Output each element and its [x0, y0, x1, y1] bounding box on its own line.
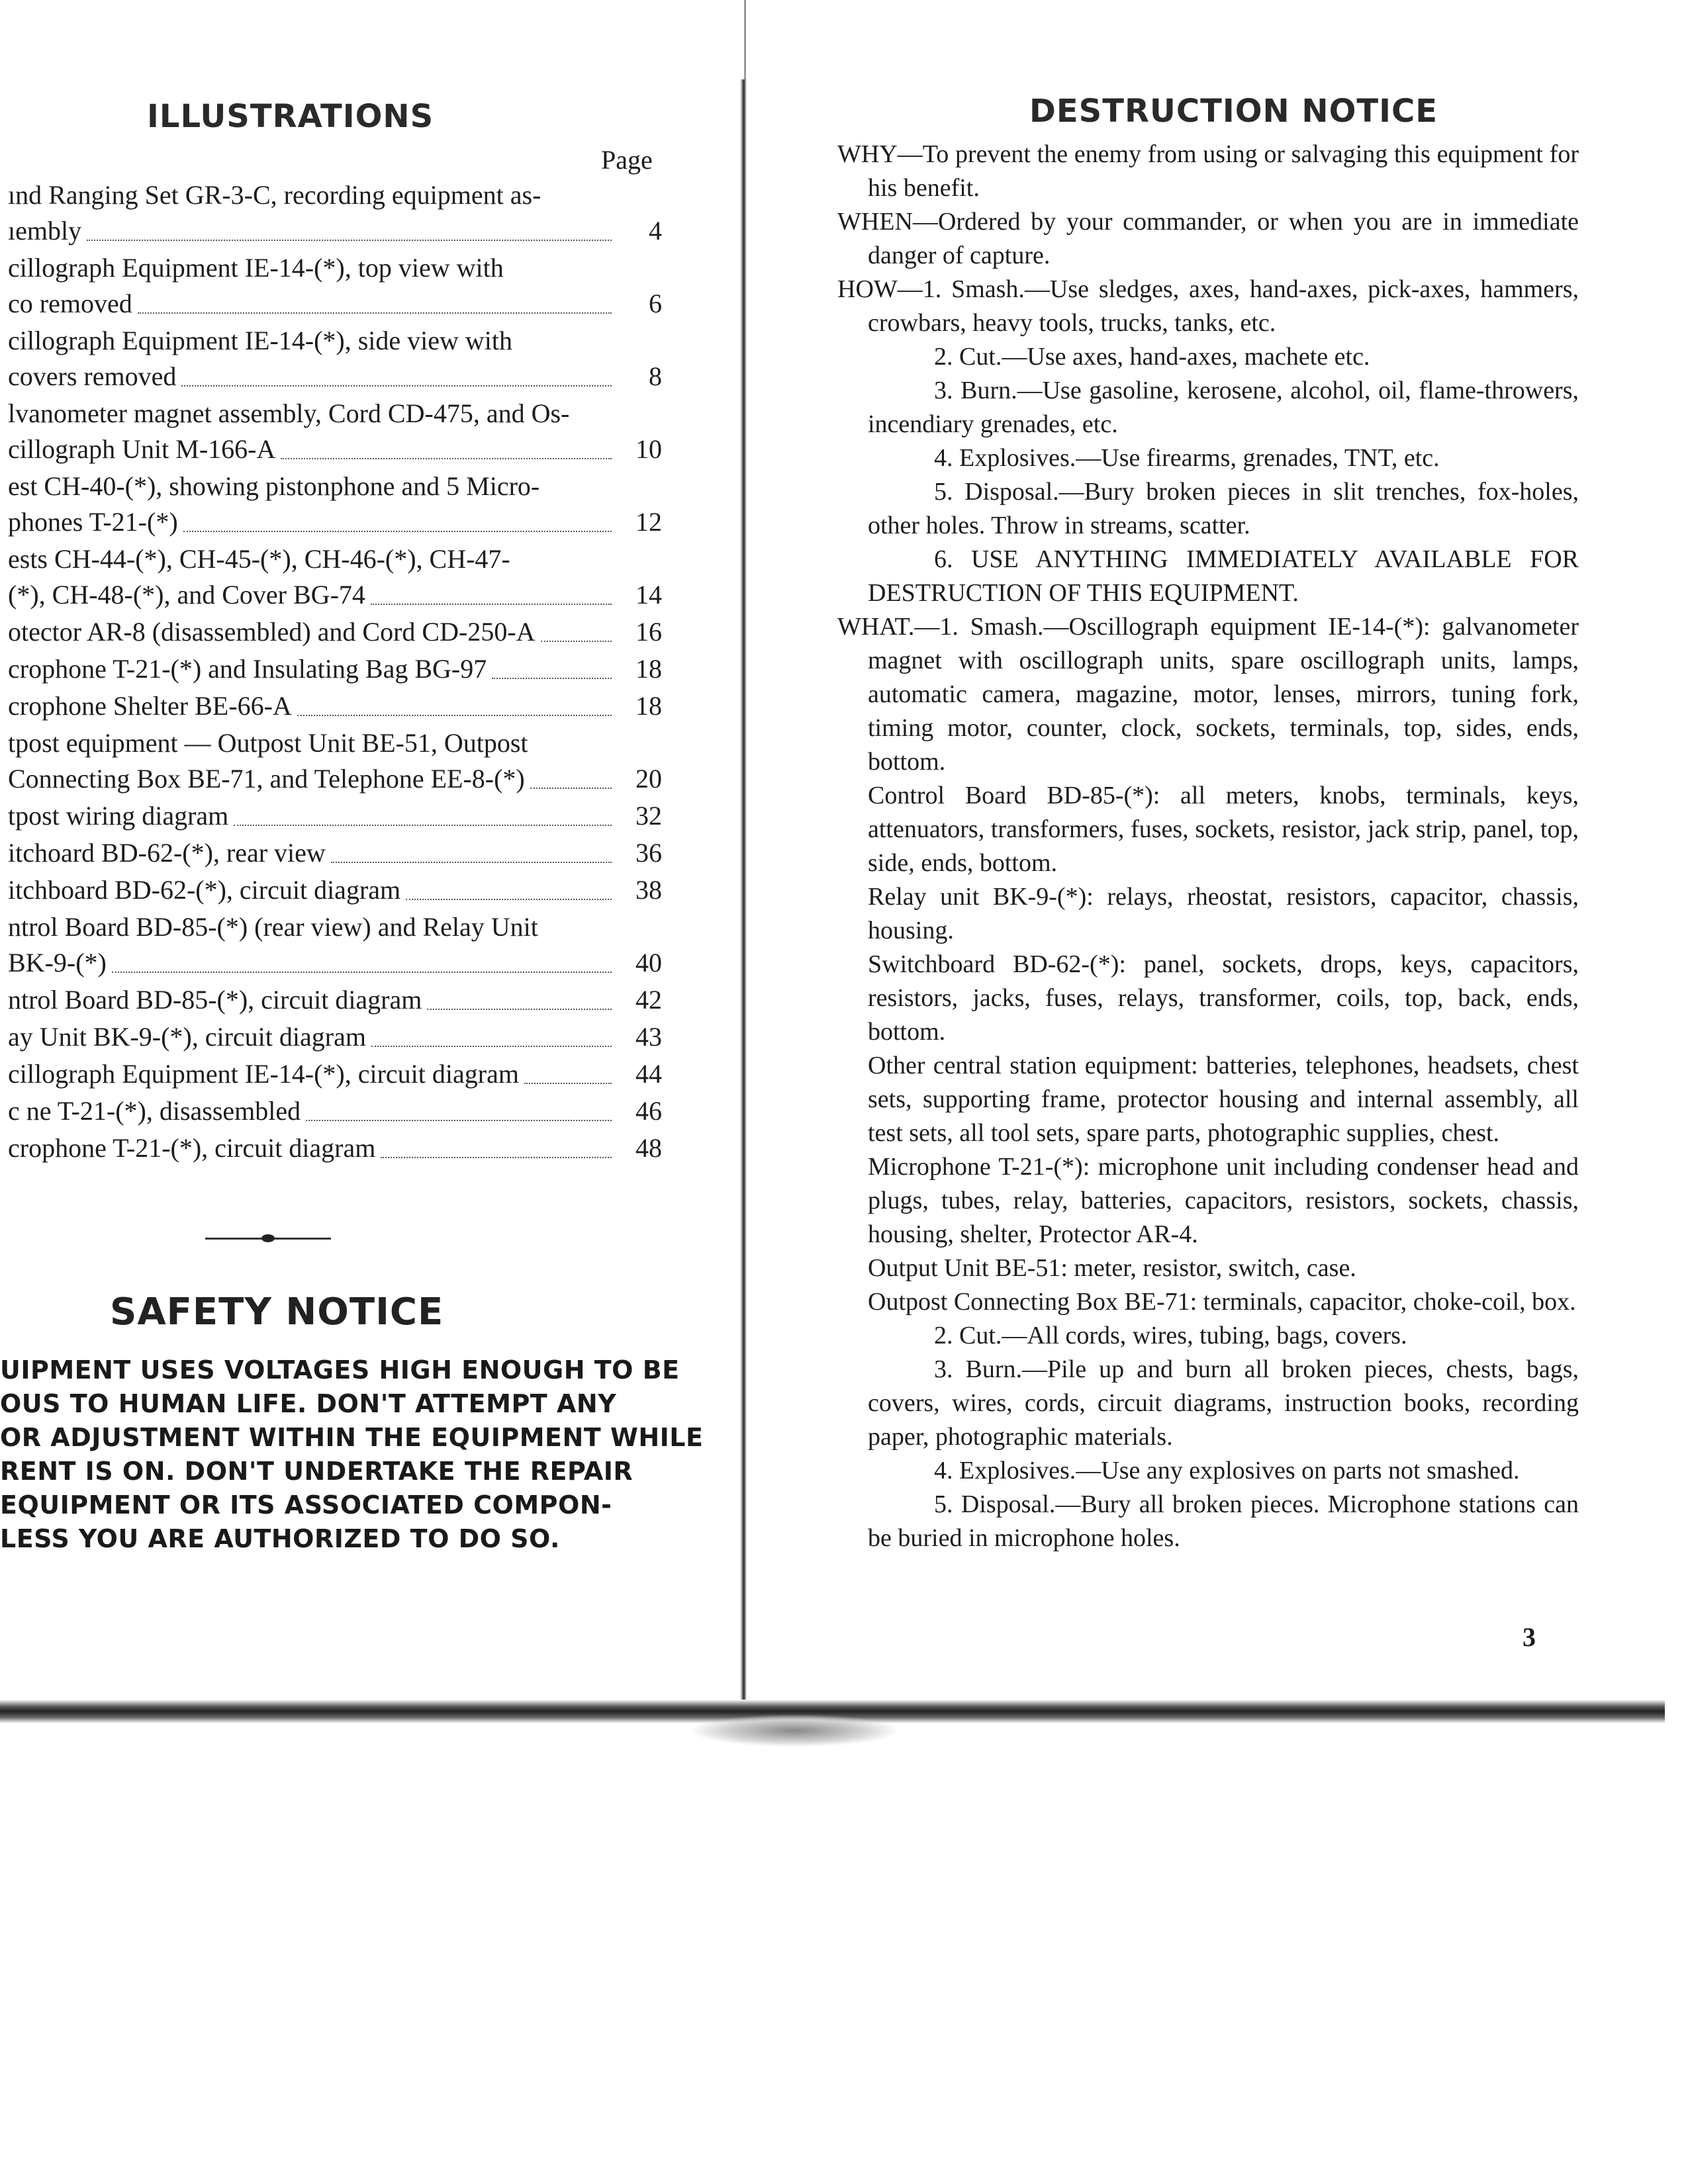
illustration-entry-text: BK-9-(*)	[8, 948, 107, 978]
illustration-entry-line	[0, 213, 662, 249]
what-burn-paragraph: 3. Burn.—Pile up and burn all broken pieces, chests, bags, covers, wires, cords, circuit diagrams, instruction books, recording paper, photographic materials.	[868, 1355, 1579, 1451]
illustration-entry	[0, 872, 662, 908]
dot-leader	[381, 1157, 612, 1158]
page-gutter	[740, 79, 747, 1714]
illustration-entry	[0, 982, 662, 1018]
safety-line: EQUIPMENT OR ITS ASSOCIATED COMPON-	[0, 1490, 612, 1520]
illustration-page-number: 20	[635, 764, 662, 794]
illustration-entry-text: est CH-40-(*), showing pistonphone and 5 Micro-	[8, 471, 540, 501]
illustration-entry-text: ıembly	[8, 216, 82, 246]
why-paragraph: WHY—To prevent the enemy from using or salvaging this equipment for his benefit.	[837, 140, 1579, 202]
illustration-entry-text: (*), CH-48-(*), and Cover BG-74	[8, 580, 365, 610]
illustration-entry-line	[0, 541, 602, 577]
illustration-entry-line	[0, 614, 662, 650]
illustration-page-number: 42	[635, 985, 662, 1015]
illustration-entry-text: tpost equipment — Outpost Unit BE-51, Outpost	[8, 728, 528, 758]
divider-ornament	[261, 1234, 275, 1242]
illustration-entry	[0, 250, 662, 322]
illustration-page-number: 38	[635, 875, 662, 905]
illustration-entry-text: covers removed	[8, 361, 177, 391]
how-cut-paragraph: 2. Cut.—Use axes, hand-axes, machete etc.	[934, 343, 1370, 371]
illustrations-title: ILLUSTRATIONS	[147, 98, 434, 135]
illustration-entry-line	[0, 577, 662, 613]
illustration-entry-line	[0, 1130, 662, 1166]
illustration-page-number: 10	[635, 434, 662, 464]
dot-leader	[183, 531, 612, 532]
illustration-entry-line	[0, 286, 662, 322]
dot-leader	[406, 899, 612, 900]
illustration-entry	[0, 541, 662, 613]
illustration-entry-text: cillograph Equipment IE-14-(*), circuit diagram	[8, 1059, 519, 1089]
illustration-entry-text: ests CH-44-(*), CH-45-(*), CH-46-(*), CH-47-	[8, 544, 510, 574]
illustration-page-number: 8	[649, 361, 662, 391]
dot-leader	[281, 458, 612, 459]
how-smash-paragraph: HOW—1. Smash.—Use sledges, axes, hand-axes, pick-axes, hammers, crowbars, heavy tools, trucks, tanks, etc.	[837, 275, 1579, 337]
what-explosives-paragraph: 4. Explosives.—Use any explosives on parts not smashed.	[934, 1457, 1520, 1484]
what-smash-paragraph: WHAT.—1. Smash.—Oscillograph equipment IE-14-(*): galvanometer magnet with oscillograph units, spare oscillograph units, lamps, automatic camera, magazine, motor, lenses, mirrors, tuning fork, timing motor, counter, clock, sockets, terminals, top, sides, ends, bottom.	[837, 613, 1579, 776]
dot-leader	[371, 604, 612, 605]
left-page	[0, 0, 728, 1734]
page-number: 3	[1523, 1622, 1536, 1652]
illustration-entry-line	[0, 872, 662, 908]
illustration-page-number: 36	[635, 838, 662, 868]
safety-line: RENT IS ON. DON'T UNDERTAKE THE REPAIR	[0, 1457, 633, 1486]
how-use-anything-paragraph: 6. USE ANYTHING IMMEDIATELY AVAILABLE FOR DESTRUCTION OF THIS EQUIPMENT.	[868, 545, 1579, 607]
relay-unit-paragraph: Relay unit BK-9-(*): relays, rheostat, resistors, capacitor, chassis, housing.	[868, 883, 1579, 944]
illustration-entry-line	[0, 1093, 662, 1129]
illustration-entry-text: phones T-21-(*)	[8, 507, 178, 537]
illustration-entry-line	[0, 323, 602, 359]
illustration-entry-text: ntrol Board BD-85-(*) (rear view) and Relay Unit	[8, 912, 538, 942]
illustration-entry-line	[0, 945, 662, 981]
illustration-entry-line	[0, 982, 662, 1018]
illustration-entry	[0, 1019, 662, 1055]
illustration-page-number: 40	[635, 948, 662, 978]
illustration-entry	[0, 323, 662, 394]
spine-shadow	[688, 1714, 900, 1747]
safety-notice-text	[0, 1353, 704, 1556]
illustration-entry-text: itchboard BD-62-(*), circuit diagram	[8, 875, 401, 905]
how-disposal-paragraph: 5. Disposal.—Bury broken pieces in slit trenches, fox-holes, other holes. Throw in streams, scatter.	[868, 478, 1579, 539]
dot-leader	[371, 1046, 612, 1047]
dot-leader	[297, 715, 612, 716]
illustration-page-number: 18	[635, 654, 662, 684]
output-unit-paragraph: Output Unit BE-51: meter, resistor, switch, case.	[868, 1254, 1356, 1282]
safety-line: LESS YOU ARE AUTHORIZED TO DO SO.	[0, 1524, 560, 1553]
illustration-entry-text: lvanometer magnet assembly, Cord CD-475, and Os-	[8, 398, 570, 428]
illustration-entry	[0, 1130, 662, 1166]
dot-leader	[87, 240, 612, 241]
illustration-page-number: 32	[635, 801, 662, 831]
dot-leader	[138, 312, 612, 314]
illustration-entry-text: ınd Ranging Set GR-3-C, recording equipment as-	[8, 180, 541, 210]
illustration-entry-line	[0, 688, 662, 724]
safety-line: OUS TO HUMAN LIFE. DON'T ATTEMPT ANY	[0, 1389, 617, 1418]
how-explosives-paragraph: 4. Explosives.—Use firearms, grenades, TNT, etc.	[934, 444, 1440, 472]
illustration-page-number: 43	[635, 1022, 662, 1052]
safety-line: OR ADJUSTMENT WITHIN THE EQUIPMENT WHILE	[0, 1423, 704, 1452]
illustration-entry-text: c ne T-21-(*), disassembled	[8, 1096, 301, 1126]
illustration-entry	[0, 1056, 662, 1092]
safety-notice-title: SAFETY NOTICE	[110, 1291, 444, 1334]
page-gutter-top	[744, 0, 746, 79]
illustration-entry-line	[0, 1056, 662, 1092]
illustration-entry-text: crophone Shelter BE-66-A	[8, 691, 292, 721]
illustration-entry-text: tpost wiring diagram	[8, 801, 229, 831]
illustration-page-number: 14	[635, 580, 662, 610]
destruction-notice-title: DESTRUCTION NOTICE	[1029, 93, 1438, 130]
illustration-entry-line	[0, 909, 602, 945]
page-column-label: Page	[601, 145, 653, 175]
illustration-entry-text: cillograph Equipment IE-14-(*), top view with	[8, 253, 504, 283]
illustration-page-number: 48	[635, 1133, 662, 1163]
illustration-entry-text: otector AR-8 (disassembled) and Cord CD-250-A	[8, 617, 536, 647]
illustration-entry	[0, 835, 662, 871]
illustration-entry-line	[0, 469, 602, 504]
illustration-entry	[0, 909, 662, 981]
illustration-entry-text: cillograph Equipment IE-14-(*), side view with	[8, 326, 513, 355]
illustration-entry-line	[0, 250, 602, 286]
dot-leader	[530, 788, 612, 789]
illustration-entry	[0, 798, 662, 834]
illustration-entry-line	[0, 359, 662, 394]
illustration-page-number: 6	[649, 289, 662, 318]
dot-leader	[492, 678, 612, 679]
illustration-entry-text: ay Unit BK-9-(*), circuit diagram	[8, 1022, 366, 1052]
dot-leader	[181, 385, 612, 387]
illustration-entry-line	[0, 761, 662, 797]
illustration-entry	[0, 396, 662, 467]
illustration-entry-line	[0, 432, 662, 467]
illustration-entry-line	[0, 798, 662, 834]
illustration-entry-line	[0, 177, 602, 213]
dot-leader	[524, 1083, 612, 1084]
illustration-entry-text: itchoard BD-62-(*), rear view	[8, 838, 326, 868]
illustration-entry-line	[0, 504, 662, 540]
illustration-entry-text: co removed	[8, 289, 132, 318]
right-page	[761, 0, 1642, 1734]
illustration-entry-line	[0, 396, 602, 432]
when-paragraph: WHEN—Ordered by your commander, or when you are in immediate danger of capture.	[837, 208, 1579, 269]
safety-line: UIPMENT USES VOLTAGES HIGH ENOUGH TO BE	[0, 1355, 680, 1385]
illustration-entry-text: cillograph Unit M-166-A	[8, 434, 276, 464]
illustrations-list	[0, 177, 662, 1167]
illustration-page-number: 4	[649, 216, 662, 246]
illustration-entry	[0, 1093, 662, 1129]
illustration-entry-text: crophone T-21-(*) and Insulating Bag BG-97	[8, 654, 487, 684]
how-burn-paragraph: 3. Burn.—Use gasoline, kerosene, alcohol, oil, flame-throwers, incendiary grenades, etc.	[868, 377, 1579, 438]
illustration-entry	[0, 688, 662, 724]
control-board-paragraph: Control Board BD-85-(*): all meters, knobs, terminals, keys, attenuators, transformers, fuses, sockets, resistor, jack strip, panel, top, side, ends, bottom.	[868, 782, 1579, 877]
illustration-page-number: 18	[635, 691, 662, 721]
illustration-page-number: 44	[635, 1059, 662, 1089]
dot-leader	[306, 1120, 612, 1121]
what-disposal-paragraph: 5. Disposal.—Bury all broken pieces. Microphone stations can be buried in microphone holes.	[868, 1490, 1579, 1552]
illustration-entry-line	[0, 1019, 662, 1055]
microphone-paragraph: Microphone T-21-(*): microphone unit including condenser head and plugs, tubes, relay, batteries, capacitors, resistors, sockets, chassis, housing, shelter, Protector AR-4.	[868, 1153, 1579, 1248]
illustration-entry-line	[0, 725, 602, 761]
other-central-paragraph: Other central station equipment: batteries, telephones, headsets, chest sets, supporting frame, protector housing and internal assembly, all test sets, all tool sets, spare parts, photographic supplies, chest.	[868, 1052, 1579, 1147]
illustration-page-number: 16	[635, 617, 662, 647]
illustration-entry-line	[0, 651, 662, 687]
dot-leader	[541, 641, 612, 642]
illustration-entry	[0, 725, 662, 797]
illustration-entry	[0, 651, 662, 687]
what-cut-paragraph: 2. Cut.—All cords, wires, tubing, bags, covers.	[934, 1322, 1407, 1349]
destruction-notice-body	[837, 138, 1579, 1555]
illustration-entry-text: Connecting Box BE-71, and Telephone EE-8-(*)	[8, 764, 525, 794]
illustration-entry-line	[0, 835, 662, 871]
illustration-entry	[0, 614, 662, 650]
illustration-entry	[0, 469, 662, 540]
illustration-page-number: 46	[635, 1096, 662, 1126]
switchboard-paragraph: Switchboard BD-62-(*): panel, sockets, drops, keys, capacitors, resistors, jacks, fuses, relays, transformer, coils, top, back, ends, bottom.	[868, 950, 1579, 1046]
outpost-box-paragraph: Outpost Connecting Box BE-71: terminals, capacitor, choke-coil, box.	[868, 1288, 1576, 1316]
dot-leader	[427, 1009, 612, 1010]
illustration-page-number: 12	[635, 507, 662, 537]
dot-leader	[112, 972, 612, 973]
illustration-entry	[0, 177, 662, 249]
illustration-entry-text: crophone T-21-(*), circuit diagram	[8, 1133, 376, 1163]
illustration-entry-text: ntrol Board BD-85-(*), circuit diagram	[8, 985, 422, 1015]
dot-leader	[331, 862, 612, 863]
dot-leader	[234, 825, 612, 826]
